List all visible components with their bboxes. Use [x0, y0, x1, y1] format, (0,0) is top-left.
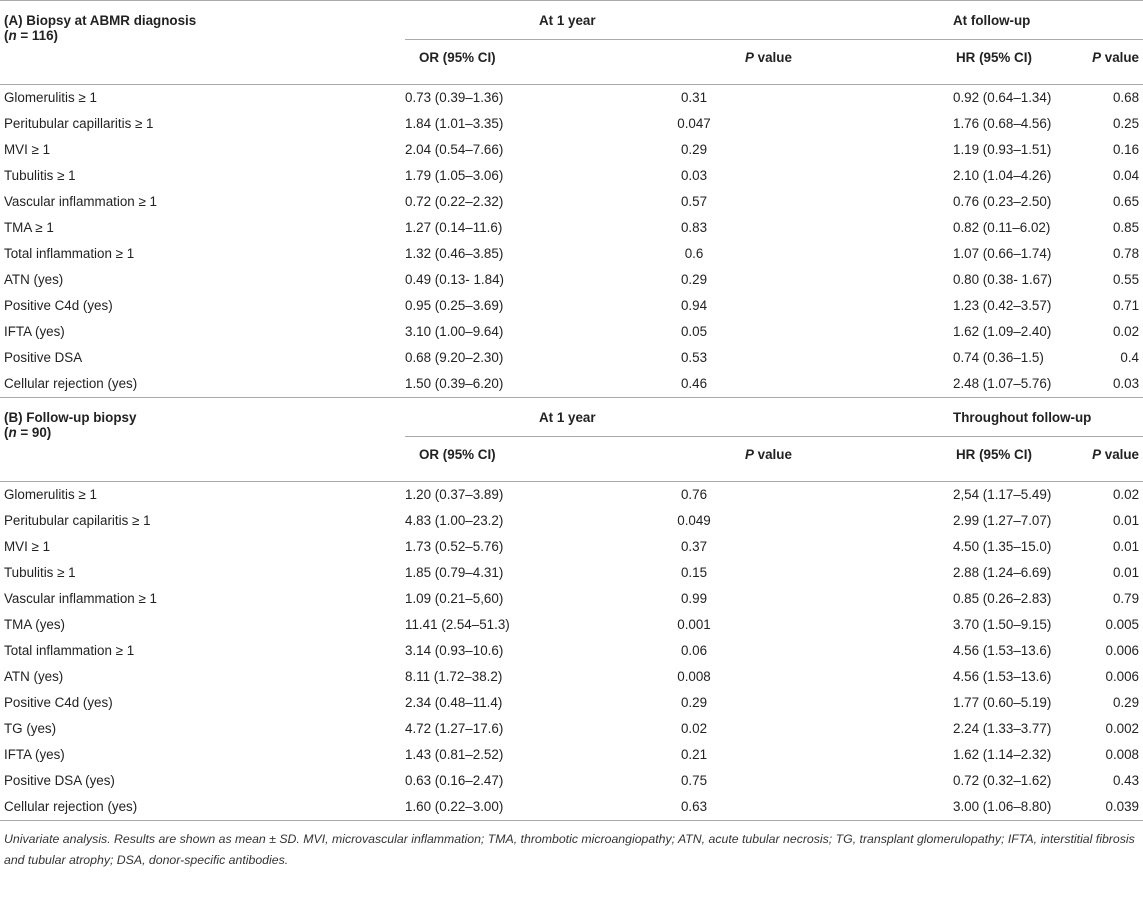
hr-value: 2.10 (1.04–4.26): [953, 168, 1052, 183]
p1-value: 0.15: [680, 565, 708, 580]
hr-value: 1.19 (0.93–1.51): [953, 142, 1052, 157]
p1-value: 0.29: [680, 142, 708, 157]
p1-value: 0.29: [680, 695, 708, 710]
p1-value: 0.76: [645, 482, 813, 509]
hr-value: 1.07 (0.66–1.74): [953, 246, 1052, 261]
p2-value: 0.65: [1112, 194, 1140, 209]
or-value: 1.43 (0.81–2.52): [405, 747, 504, 762]
p1-value: 0.53: [680, 350, 708, 365]
section-title: (A) Biopsy at ABMR diagnosis: [4, 13, 197, 28]
row-label: ATN (yes): [4, 272, 64, 287]
col-hr-header: HR (95% CI): [813, 40, 1048, 85]
hr-value: 1.77 (0.60–5.19): [953, 695, 1052, 710]
table-row: [0, 508, 1143, 534]
p2-value: 0.43: [1112, 773, 1140, 788]
p2-rest: value: [1101, 50, 1140, 65]
hr-value: 2.24 (1.33–3.77): [953, 721, 1052, 736]
or-value: 0.68 (9.20–2.30): [405, 350, 504, 365]
hr-value: 1.62 (1.14–2.32): [953, 747, 1052, 762]
row-label: Tubulitis ≥ 1: [4, 565, 76, 580]
hr-value: 2.48 (1.07–5.76): [953, 376, 1052, 391]
hr-value: 0.76 (0.23–2.50): [953, 194, 1052, 209]
or-value: 1.09 (0.21–5,60): [405, 591, 504, 606]
table-row: [0, 586, 1143, 612]
row-label: ATN (yes): [4, 669, 64, 684]
p2-value: 0.68: [1048, 85, 1143, 112]
table-row: [0, 742, 1143, 768]
p1-value: 0.001: [677, 617, 711, 632]
p1-rest: value: [753, 447, 792, 462]
n-value: = 90): [16, 425, 52, 440]
row-label: Vascular inflammation ≥ 1: [4, 591, 157, 606]
hr-value: 1.76 (0.68–4.56): [953, 116, 1052, 131]
p2-value: 0.78: [1112, 246, 1140, 261]
p2-value: 0.005: [1105, 617, 1140, 632]
hr-value: 3.00 (1.06–8.80): [953, 799, 1052, 814]
p1-value: 0.047: [677, 116, 711, 131]
table-row: [0, 111, 1143, 137]
table-row: [0, 638, 1143, 664]
or-value: 2.04 (0.54–7.66): [405, 142, 504, 157]
p2-value: 0.4: [1120, 350, 1140, 365]
p2-value: 0.25: [1112, 116, 1140, 131]
hr-value: 0.85 (0.26–2.83): [953, 591, 1052, 606]
or-value: 1.32 (0.46–3.85): [405, 246, 504, 261]
col-p1-header: [645, 437, 813, 482]
hr-value: 3.70 (1.50–9.15): [953, 617, 1052, 632]
or-value: 2.34 (0.48–11.4): [405, 695, 503, 710]
p1-value: 0.37: [680, 539, 708, 554]
row-label: Tubulitis ≥ 1: [4, 168, 76, 183]
section-a-body: [0, 1, 1143, 398]
hr-value: 4.56 (1.53–13.6): [953, 643, 1052, 658]
p1-value: 0.29: [680, 272, 708, 287]
p2-rest: value: [1101, 447, 1140, 462]
col-p2-header: [1048, 437, 1143, 482]
row-label: Positive C4d (yes): [4, 695, 113, 710]
row-label: Vascular inflammation ≥ 1: [4, 194, 157, 209]
hr-value: 0.80 (0.38- 1.67): [953, 272, 1053, 287]
row-label: TMA (yes): [4, 617, 66, 632]
p2-value: 0.55: [1112, 272, 1140, 287]
or-value: 1.60 (0.22–3.00): [405, 799, 504, 814]
p2-value: 0.71: [1112, 298, 1140, 313]
p2-value: 0.79: [1112, 591, 1140, 606]
table-footnote: Univariate analysis. Results are shown as mean ± SD. MVI, microvascular inflammation; TMA, thrombotic microangiopathy; ATN, acute tubular necrosis; TG, transplant glomerulopathy; IFTA, interstitial fibrosis and tubular atrophy; DSA, donor-specific antibodies.: [0, 820, 1143, 871]
section-title-cell: [0, 1, 405, 85]
section-n: [4, 28, 405, 43]
p2-value: 0.29: [1112, 695, 1140, 710]
section-n: [4, 425, 405, 440]
hr-value: 2.88 (1.24–6.69): [953, 565, 1052, 580]
p1-rest: value: [753, 50, 792, 65]
p1-value: 0.008: [677, 669, 711, 684]
or-value: 1.20 (0.37–3.89): [405, 482, 645, 509]
table-row: [0, 241, 1143, 267]
p2-value: 0.006: [1105, 669, 1140, 684]
p1-value: 0.63: [680, 799, 708, 814]
group2-header: Throughout follow-up: [813, 398, 1143, 437]
p1-italic: P: [745, 50, 754, 65]
row-label: MVI ≥ 1: [4, 539, 51, 554]
table-row: [0, 534, 1143, 560]
p2-value: 0.03: [1112, 376, 1140, 391]
n-label: n: [8, 425, 17, 440]
p2-value: 0.006: [1105, 643, 1140, 658]
p2-value: 0.04: [1112, 168, 1140, 183]
or-value: 8.11 (1.72–38.2): [405, 669, 503, 684]
p1-value: 0.83: [680, 220, 708, 235]
or-value: 0.73 (0.39–1.36): [405, 85, 645, 112]
hr-value: 4.50 (1.35–15.0): [953, 539, 1052, 554]
hr-value: 0.72 (0.32–1.62): [953, 773, 1052, 788]
n-prefix: (: [4, 28, 9, 43]
p2-italic: P: [1092, 50, 1102, 65]
group2-header: At follow-up: [813, 1, 1143, 40]
table-row: [0, 189, 1143, 215]
p1-value: 0.049: [677, 513, 711, 528]
table-row: [0, 267, 1143, 293]
table-row: [0, 690, 1143, 716]
table-row: [0, 137, 1143, 163]
col-or-header: OR (95% CI): [405, 40, 645, 85]
p1-value: 0.31: [645, 85, 813, 112]
n-label: n: [8, 28, 17, 43]
hr-value: 2.99 (1.27–7.07): [953, 513, 1052, 528]
p1-value: 0.57: [680, 194, 708, 209]
p2-value: 0.02: [1048, 482, 1143, 509]
or-value: 11.41 (2.54–51.3): [405, 617, 510, 632]
table-row: [0, 612, 1143, 638]
section-header-row: [0, 398, 1143, 437]
p1-value: 0.21: [680, 747, 708, 762]
row-label: Total inflammation ≥ 1: [4, 246, 135, 261]
col-or-header: OR (95% CI): [405, 437, 645, 482]
or-value: 4.83 (1.00–23.2): [405, 513, 504, 528]
or-value: 1.27 (0.14–11.6): [405, 220, 503, 235]
row-label: Total inflammation ≥ 1: [4, 643, 135, 658]
section-b-body: [0, 398, 1143, 821]
table-row: [0, 319, 1143, 345]
p2-value: 0.01: [1112, 539, 1140, 554]
row-label: Positive C4d (yes): [4, 298, 113, 313]
or-value: 1.85 (0.79–4.31): [405, 565, 504, 580]
table-row: [0, 85, 1143, 112]
p1-italic: P: [745, 447, 754, 462]
or-value: 0.95 (0.25–3.69): [405, 298, 504, 313]
section-header-row: [0, 1, 1143, 40]
col-hr-header: HR (95% CI): [813, 437, 1048, 482]
row-label: Peritubular capilaritis ≥ 1: [4, 513, 151, 528]
row-label: TG (yes): [4, 721, 57, 736]
p1-value: 0.46: [680, 376, 708, 391]
row-label: TMA ≥ 1: [4, 220, 54, 235]
or-value: 0.63 (0.16–2.47): [405, 773, 504, 788]
row-label: Glomerulitis ≥ 1: [0, 85, 405, 112]
or-value: 1.84 (1.01–3.35): [405, 116, 504, 131]
group1-header: At 1 year: [405, 398, 813, 437]
row-label: Peritubular capillaritis ≥ 1: [4, 116, 154, 131]
p1-value: 0.6: [684, 246, 704, 261]
table-row: [0, 163, 1143, 189]
p1-value: 0.05: [680, 324, 708, 339]
p1-value: 0.03: [680, 168, 708, 183]
row-label: Cellular rejection (yes): [4, 376, 138, 391]
p1-value: 0.75: [680, 773, 708, 788]
p1-value: 0.99: [680, 591, 708, 606]
col-p2-header: [1048, 40, 1143, 85]
table-row: [0, 716, 1143, 742]
table-row: [0, 215, 1143, 241]
hr-value: 0.82 (0.11–6.02): [953, 220, 1051, 235]
or-value: 3.10 (1.00–9.64): [405, 324, 504, 339]
p2-value: 0.16: [1112, 142, 1140, 157]
or-value: 1.73 (0.52–5.76): [405, 539, 504, 554]
hr-value: 1.62 (1.09–2.40): [953, 324, 1052, 339]
row-label: IFTA (yes): [4, 324, 65, 339]
section-title: (B) Follow-up biopsy: [4, 410, 137, 425]
row-label: Positive DSA: [4, 350, 83, 365]
row-label: Positive DSA (yes): [4, 773, 115, 788]
table-row: [0, 371, 1143, 398]
p2-value: 0.01: [1112, 565, 1140, 580]
col-p1-header: [645, 40, 813, 85]
p2-value: 0.01: [1112, 513, 1140, 528]
row-label: IFTA (yes): [4, 747, 65, 762]
table-row: [0, 664, 1143, 690]
table-row: [0, 293, 1143, 319]
or-value: 0.72 (0.22–2.32): [405, 194, 504, 209]
table-row: [0, 794, 1143, 820]
hr-value: 4.56 (1.53–13.6): [953, 669, 1052, 684]
or-value: 1.79 (1.05–3.06): [405, 168, 504, 183]
p1-value: 0.02: [680, 721, 708, 736]
hr-value: 1.23 (0.42–3.57): [953, 298, 1052, 313]
row-label: MVI ≥ 1: [4, 142, 51, 157]
p2-value: 0.002: [1105, 721, 1140, 736]
or-value: 4.72 (1.27–17.6): [405, 721, 504, 736]
p1-value: 0.06: [680, 643, 708, 658]
or-value: 1.50 (0.39–6.20): [405, 376, 504, 391]
p2-value: 0.039: [1105, 799, 1140, 814]
group1-header: At 1 year: [405, 1, 813, 40]
section-title-cell: [0, 398, 405, 482]
p2-value: 0.008: [1105, 747, 1140, 762]
n-value: = 116): [16, 28, 58, 43]
n-prefix: (: [4, 425, 9, 440]
hr-value: 2,54 (1.17–5.49): [813, 482, 1048, 509]
table-row: [0, 482, 1143, 509]
p2-value: 0.85: [1112, 220, 1140, 235]
table-row: [0, 345, 1143, 371]
table-row: [0, 768, 1143, 794]
p1-value: 0.94: [680, 298, 708, 313]
or-value: 0.49 (0.13- 1.84): [405, 272, 505, 287]
or-value: 3.14 (0.93–10.6): [405, 643, 504, 658]
p2-italic: P: [1092, 447, 1102, 462]
row-label: Glomerulitis ≥ 1: [0, 482, 405, 509]
p2-value: 0.02: [1112, 324, 1140, 339]
hr-value: 0.92 (0.64–1.34): [813, 85, 1048, 112]
row-label: Cellular rejection (yes): [4, 799, 138, 814]
hr-value: 0.74 (0.36–1.5): [953, 350, 1044, 365]
table-row: [0, 560, 1143, 586]
